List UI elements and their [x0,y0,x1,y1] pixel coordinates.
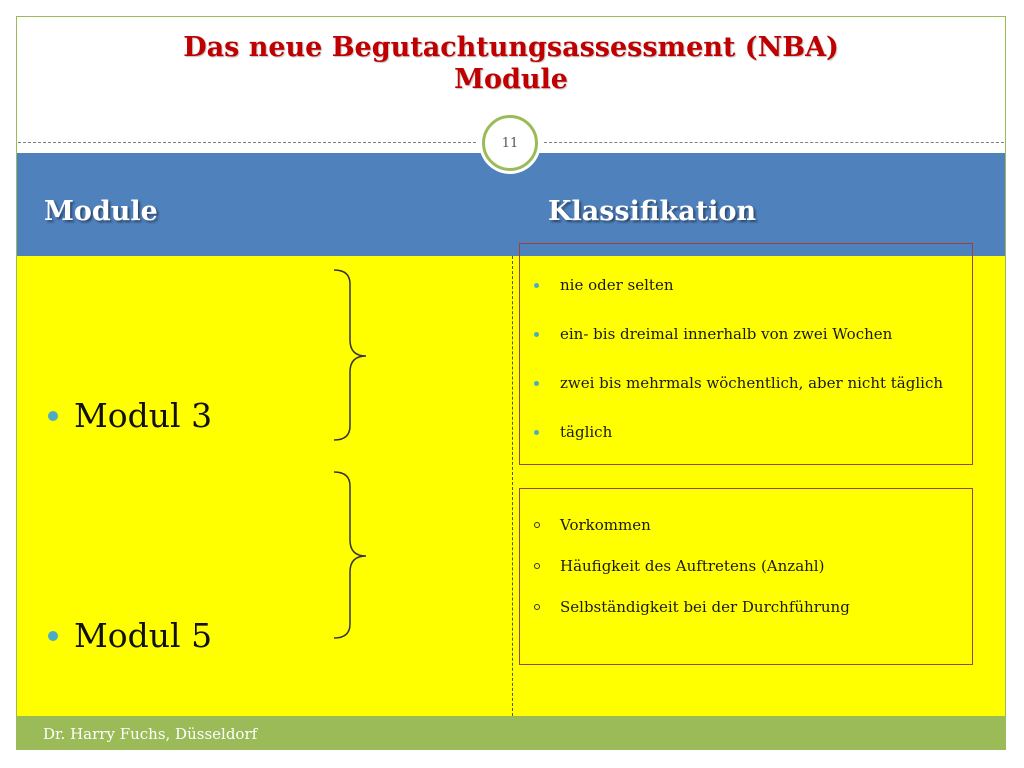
right-brace-icon [330,468,372,642]
list-item-text: Selbständigkeit bei der Durchführung [560,598,850,616]
column-header-module: Module [44,196,158,227]
list-item [534,516,651,534]
list-item-text: zwei bis mehrmals wöchentlich, aber nicht täglich [560,374,944,392]
list-item [534,276,674,294]
footer-author: Dr. Harry Fuchs, Düsseldorf [43,725,258,743]
title-divider-left [18,142,476,143]
frequency-box [519,243,973,465]
circle-bullet-icon [534,563,540,569]
title-divider-right [544,142,1004,143]
list-item-text: täglich [560,423,613,441]
column-divider [512,256,513,716]
circle-bullet-icon [534,604,540,610]
title-line-2: Module [454,64,568,95]
module-label: Modul 5 [74,616,213,655]
right-brace-icon [330,266,372,444]
list-item [534,374,943,392]
list-item-text: Häufigkeit des Auftretens (Anzahl) [560,557,825,575]
list-item [534,325,892,343]
circle-bullet-icon [534,522,540,528]
column-header-klassifikation: Klassifikation [548,196,757,227]
module-item [48,396,212,435]
list-item-text: nie oder selten [560,276,674,294]
page-number: 11 [501,135,519,151]
list-item-text: ein- bis dreimal innerhalb von zwei Wochen [560,325,893,343]
list-item-text: Vorkommen [560,516,651,534]
bullet-icon [48,411,58,421]
classification-box [519,488,973,665]
bullet-icon [48,631,58,641]
bullet-icon [534,332,539,337]
list-item [534,423,612,441]
bullet-icon [534,430,539,435]
slide-title [16,32,1006,96]
module-item [48,616,212,655]
list-item [534,598,850,616]
list-item [534,557,824,575]
bullet-icon [534,283,539,288]
page-number-badge [482,115,538,171]
bullet-icon [534,381,539,386]
module-label: Modul 3 [74,396,213,435]
title-line-1: Das neue Begutachtungsassessment (NBA) [183,32,839,63]
